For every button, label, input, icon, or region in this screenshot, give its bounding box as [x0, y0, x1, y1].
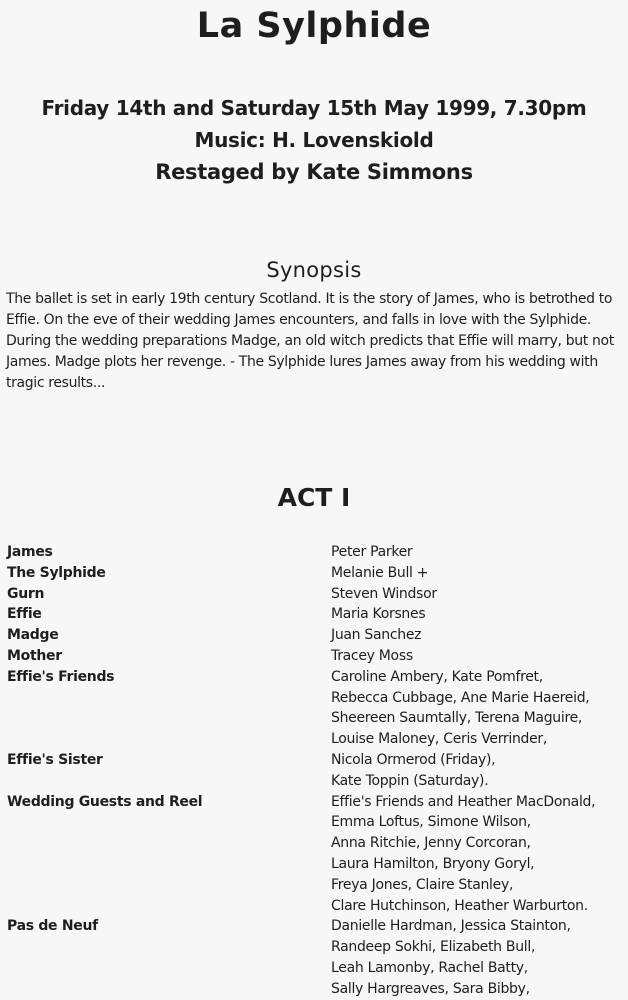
- cast-row: [0, 916, 628, 999]
- dancer-names: Freya Jones, Claire Stanley,: [331, 876, 514, 893]
- cast-row: [0, 667, 628, 750]
- cast-row: [0, 563, 628, 584]
- dancer-list: [331, 584, 628, 605]
- dancer-names: Nicola Ormerod (Friday),: [331, 751, 496, 768]
- role-name: Effie's Friends: [7, 668, 115, 685]
- dancer-names: Clare Hutchinson, Heather Warburton.: [331, 897, 588, 914]
- dancer-names: Danielle Hardman, Jessica Stainton,: [331, 918, 571, 935]
- dancer-list: [331, 916, 628, 999]
- cast-row: [0, 750, 628, 792]
- synopsis-text: The ballet is set in early 19th century Scotland. It is the story of James, who is betrothed to Effie. On the eve of their wedding James encounters, and falls in love with the Sylphide. During the wedding preparations Madge, an old witch predicts that Effie will marry, but not James. Madge plots her revenge. - The Sylphide lures James away from his wedding with tragic results...: [6, 291, 614, 391]
- page-title: La Sylphide: [196, 6, 432, 46]
- cast-row: [0, 604, 628, 625]
- dancer-list: [331, 604, 628, 625]
- dancer-names: Caroline Ambery, Kate Pomfret,: [331, 668, 543, 685]
- cast-row: [0, 646, 628, 667]
- dancer-names: Sally Hargreaves, Sara Bibby,: [331, 980, 530, 997]
- dancer-names: Laura Hamilton, Bryony Goryl,: [331, 855, 535, 872]
- cast-row: [0, 625, 628, 646]
- dancer-list: [331, 750, 628, 792]
- dancer-list: [331, 792, 628, 917]
- dancer-names: Effie's Friends and Heather MacDonald,: [331, 793, 596, 810]
- dancer-names: Peter Parker: [331, 544, 413, 560]
- role-name: The Sylphide: [7, 564, 106, 581]
- act-heading: ACT I: [277, 483, 351, 512]
- cast-row: [0, 542, 628, 563]
- dancer-names: Melanie Bull +: [331, 564, 429, 581]
- cast-row: [0, 792, 628, 917]
- dancer-names: Maria Korsnes: [331, 606, 426, 623]
- role-name: Madge: [7, 627, 59, 644]
- role-name: Effie: [7, 606, 42, 623]
- dancer-names: Leah Lamonby, Rachel Batty,: [331, 959, 528, 976]
- dancer-list: [331, 667, 628, 750]
- dancer-names: Juan Sanchez: [331, 627, 422, 644]
- dancer-names: Randeep Sokhi, Elizabeth Bull,: [331, 939, 536, 956]
- role-name: Wedding Guests and Reel: [7, 793, 203, 810]
- dancer-names: Rebecca Cubbage, Ane Marie Haereid,: [331, 689, 590, 706]
- role-name: James: [7, 544, 53, 560]
- dancer-names: Louise Maloney, Ceris Verrinder,: [331, 731, 548, 748]
- restaged-credit: Restaged by Kate Simmons: [155, 160, 473, 184]
- role-name: Gurn: [7, 585, 45, 602]
- role-name: Mother: [7, 647, 62, 664]
- performance-dates: Friday 14th and Saturday 15th May 1999, 7.30pm: [41, 96, 587, 120]
- dancer-names: Tracey Moss: [331, 647, 413, 664]
- dancer-names: Kate Toppin (Saturday).: [331, 772, 489, 789]
- synopsis-heading: Synopsis: [266, 258, 362, 282]
- dancer-names: Anna Ritchie, Jenny Corcoran,: [331, 835, 531, 852]
- dancer-list: [331, 646, 628, 667]
- dancer-list: [331, 542, 628, 563]
- dancer-names: Steven Windsor: [331, 585, 437, 602]
- music-credit: Music: H. Lovenskiold: [194, 128, 434, 152]
- dancer-list: [331, 625, 628, 646]
- dancer-names: Sheereen Saumtally, Terena Maguire,: [331, 710, 583, 727]
- dancer-names: Emma Loftus, Simone Wilson,: [331, 814, 531, 831]
- role-name: Effie's Sister: [7, 751, 103, 768]
- cast-row: [0, 584, 628, 605]
- dancer-list: [331, 563, 628, 584]
- cast-list: [0, 542, 628, 1000]
- role-name: Pas de Neuf: [7, 918, 98, 935]
